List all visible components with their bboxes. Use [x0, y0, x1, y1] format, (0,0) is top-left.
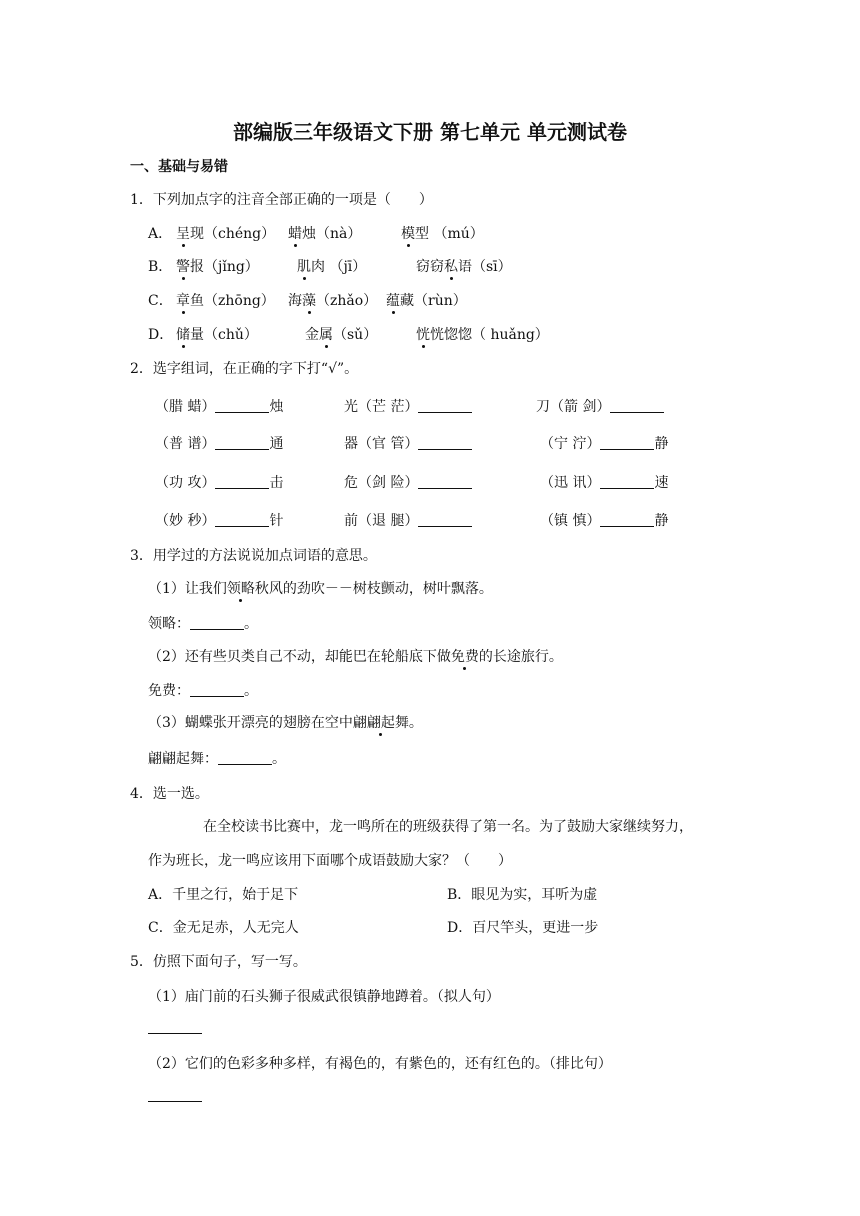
dotted-char: 呈	[176, 226, 190, 242]
q4-paragraph-line2: 作为班长，龙一鸣应该用下面哪个成语鼓励大家？（ ）	[148, 853, 512, 869]
dotted-char: 藻	[302, 293, 316, 309]
answer-blank[interactable]	[600, 435, 654, 450]
dotted-char: 领略	[226, 581, 255, 597]
q2-item: （宁 泞） 静	[540, 436, 669, 452]
q2-item: 刀（箭 剑）	[536, 397, 664, 417]
q1-option-b-word3: 窃窃私语（sī）	[416, 259, 512, 275]
q2-item: （普 谱） 通	[155, 436, 284, 452]
q1-option-a-label: A．	[148, 226, 173, 242]
answer-blank[interactable]	[190, 615, 244, 630]
dotted-char: 私	[444, 259, 458, 275]
q3-answer-3: 翩翩起舞： 。	[148, 751, 286, 767]
q1-option-a-word3: 模型 （mú）	[401, 226, 484, 242]
answer-blank[interactable]	[418, 398, 472, 413]
dotted-char: 模	[401, 226, 415, 242]
answer-blank[interactable]	[418, 512, 472, 527]
answer-blank[interactable]	[218, 750, 272, 765]
q1-option-c-label: C．	[148, 293, 173, 309]
q1-option-d-word1: 储量（chǔ）	[176, 327, 258, 343]
q2-item: （妙 秒） 针	[155, 513, 284, 529]
q3-stem: 3．用学过的方法说说加点词语的意思。	[130, 548, 377, 564]
q2-stem: 2．选字组词，在正确的字下打“√”。	[130, 361, 359, 377]
q2-item: 前（退 腿）	[344, 511, 472, 531]
answer-line[interactable]	[148, 1100, 202, 1102]
dotted-char: 章	[176, 293, 190, 309]
q1-option-d-word2: 金属（sǔ）	[305, 327, 378, 343]
answer-line[interactable]	[148, 1032, 202, 1034]
answer-blank[interactable]	[215, 512, 269, 527]
q1-option-a-word1: 呈现（chéng）	[176, 226, 276, 242]
dotted-char: 属	[319, 327, 333, 343]
q4-option-c: C．金无足赤，人无完人	[148, 920, 299, 936]
page-title: 部编版三年级语文下册 第七单元 单元测试卷	[233, 120, 627, 144]
dotted-char: 翩翩起舞	[352, 715, 409, 731]
answer-blank[interactable]	[215, 474, 269, 489]
q3-sentence-1: （1）让我们领略秋风的劲吹－－树枝颤动，树叶飘落。	[148, 581, 493, 597]
q1-option-d-label: D．	[148, 327, 174, 343]
dotted-char: 储	[176, 327, 190, 343]
q3-answer-2: 免费： 。	[148, 683, 258, 699]
q2-item: （镇 慎） 静	[540, 513, 669, 529]
q3-sentence-2: （2）还有些贝类自己不动，却能巴在轮船底下做免费的长途旅行。	[148, 649, 563, 665]
dotted-char: 蕴	[386, 293, 400, 309]
answer-blank[interactable]	[418, 435, 472, 450]
q1-option-b-word2: 肌肉 （jī）	[297, 259, 367, 275]
dotted-char: 蜡	[288, 226, 302, 242]
section-heading: 一、基础与易错	[130, 159, 228, 175]
dotted-char: 恍	[416, 327, 430, 343]
answer-blank[interactable]	[600, 474, 654, 489]
q4-paragraph-line1: 在全校读书比赛中，龙一鸣所在的班级获得了第一名。为了鼓励大家继续努力，	[203, 819, 693, 835]
dotted-char: 免费	[450, 649, 479, 665]
q1-option-c-word3: 蕴藏（rùn）	[386, 293, 467, 309]
q5-stem: 5．仿照下面句子，写一写。	[130, 954, 307, 970]
q2-item: （腊 蜡） 烛	[155, 399, 284, 415]
answer-blank[interactable]	[610, 398, 664, 413]
q1-option-c-word1: 章鱼（zhōng）	[176, 293, 275, 309]
q1-option-c-word2: 海藻（zhǎo）	[288, 293, 378, 309]
answer-blank[interactable]	[600, 512, 654, 527]
answer-blank[interactable]	[190, 682, 244, 697]
q4-option-d: D．百尺竿头，更进一步	[447, 920, 599, 936]
q3-sentence-3: （3）蝴蝶张开漂亮的翅膀在空中翩翩起舞。	[148, 715, 423, 731]
q2-item: 器（官 管）	[344, 434, 472, 454]
q5-sentence-1: （1）庙门前的石头狮子很威武很镇静地蹲着。（拟人句）	[148, 989, 500, 1005]
q1-option-d-word3: 恍恍惚惚（ huǎng）	[416, 327, 549, 343]
q2-item: （功 攻） 击	[155, 475, 284, 491]
dotted-char: 警	[176, 259, 190, 275]
q1-stem: 1．下列加点字的注音全部正确的一项是（ ）	[130, 192, 433, 208]
answer-blank[interactable]	[418, 474, 472, 489]
q1-option-a-word2: 蜡烛（nà）	[288, 226, 362, 242]
answer-blank[interactable]	[215, 398, 269, 413]
q4-stem: 4．选一选。	[130, 786, 209, 802]
q2-item: 危（剑 险）	[344, 473, 472, 493]
q2-item: （迅 讯） 速	[540, 475, 669, 491]
answer-blank[interactable]	[215, 435, 269, 450]
q4-option-a: A．千里之行，始于足下	[148, 887, 299, 903]
q4-option-b: B．眼见为实，耳听为虚	[447, 887, 598, 903]
q1-option-b-word1: 警报（jǐng）	[176, 259, 259, 275]
q5-sentence-2: （2）它们的色彩多种多样，有褐色的，有紫色的，还有红色的。（排比句）	[148, 1056, 612, 1072]
q3-answer-1: 领略： 。	[148, 616, 258, 632]
q1-option-b-label: B．	[148, 259, 173, 275]
q2-item: 光（芒 茫）	[344, 397, 472, 417]
dotted-char: 肌	[297, 259, 311, 275]
